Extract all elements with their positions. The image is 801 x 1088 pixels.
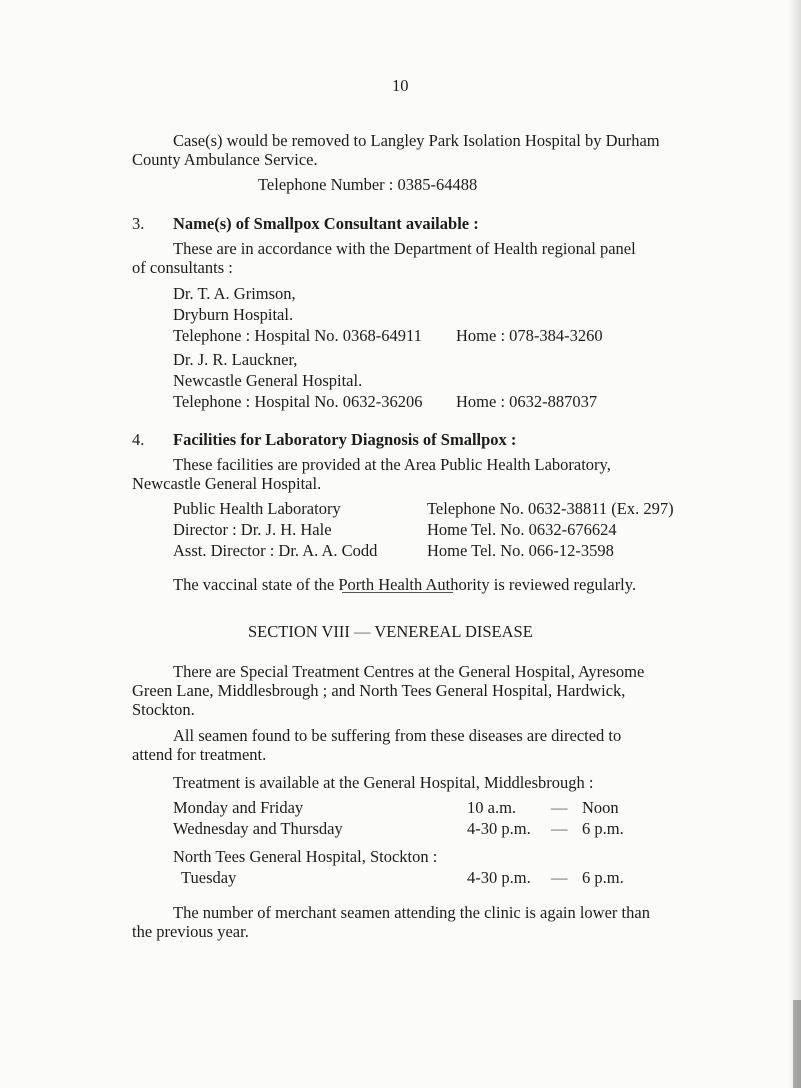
section-4-para-line-2: Newcastle General Hospital. xyxy=(132,474,322,493)
section-8-para-2-line-2: attend for treatment. xyxy=(132,745,267,764)
section-4-heading: Facilities for Laboratory Diagnosis of Smallpox : xyxy=(173,430,517,449)
schedule-dash-1: — xyxy=(551,798,568,817)
consultant-2-name: Dr. J. R. Lauckner, xyxy=(173,350,298,369)
section-3-number: 3. xyxy=(132,214,145,233)
section-3-para-line-2: of consultants : xyxy=(132,258,233,277)
closing-line-2: the previous year. xyxy=(132,922,249,941)
section-4-number: 4. xyxy=(132,430,145,449)
page-edge-mark xyxy=(793,1000,801,1088)
section-3-heading: Name(s) of Smallpox Consultant available : xyxy=(173,214,479,233)
consultant-2-hospital: Newcastle General Hospital. xyxy=(173,371,363,390)
lab-contact-left-1: Public Health Laboratory xyxy=(173,499,341,518)
section-8-dash: — xyxy=(354,622,371,641)
section-4-para-line-1: These facilities are provided at the Area Public Health Laboratory, xyxy=(173,455,611,474)
section-8-heading xyxy=(248,622,533,642)
section-8-para-1-line-1: There are Special Treatment Centres at the General Hospital, Ayresome xyxy=(173,662,645,681)
lab-contact-left-2: Director : Dr. J. H. Hale xyxy=(173,520,332,539)
tuesday-day: Tuesday xyxy=(181,868,237,887)
section-8-para-1-line-3: Stockton. xyxy=(132,700,195,719)
consultant-1-telephone: Telephone : Hospital No. 0368-64911 xyxy=(173,326,422,345)
schedule-dash-2: — xyxy=(551,819,568,838)
lab-contact-right-2: Home Tel. No. 0632-676624 xyxy=(427,520,617,539)
north-tees-heading: North Tees General Hospital, Stockton : xyxy=(173,847,438,866)
lab-contact-right-3: Home Tel. No. 066-12-3598 xyxy=(427,541,614,560)
intro-line-1: Case(s) would be removed to Langley Park Isolation Hospital by Durham xyxy=(173,131,660,150)
consultant-2-home: Home : 0632-887037 xyxy=(456,392,598,411)
schedule-to-2: 6 p.m. xyxy=(582,819,624,838)
page-number: 10 xyxy=(392,76,409,95)
vaccinal-statement: The vaccinal state of the Porth Health Authority is reviewed regularly. xyxy=(173,575,637,594)
consultant-1-hospital: Dryburn Hospital. xyxy=(173,305,294,324)
schedule-to-1: Noon xyxy=(582,798,619,817)
treatment-intro: Treatment is available at the General Hospital, Middlesbrough : xyxy=(173,773,594,792)
tuesday-from: 4-30 p.m. xyxy=(467,868,531,887)
schedule-day-2: Wednesday and Thursday xyxy=(173,819,343,838)
lab-contact-right-1: Telephone No. 0632-38811 (Ex. 297) xyxy=(427,499,674,518)
page-edge-shadow xyxy=(787,0,801,1088)
tuesday-to: 6 p.m. xyxy=(582,868,624,887)
consultant-1-home: Home : 078-384-3260 xyxy=(456,326,603,345)
ambulance-telephone: Telephone Number : 0385-64488 xyxy=(258,175,478,194)
consultant-2-telephone: Telephone : Hospital No. 0632-36206 xyxy=(173,392,423,411)
closing-line-1: The number of merchant seamen attending the clinic is again lower than xyxy=(173,903,650,922)
section-8-para-2-line-1: All seamen found to be suffering from these diseases are directed to xyxy=(173,726,622,745)
intro-line-2: County Ambulance Service. xyxy=(132,150,318,169)
section-8-title: VENEREAL DISEASE xyxy=(374,622,533,641)
consultant-1-name: Dr. T. A. Grimson, xyxy=(173,284,296,303)
schedule-from-1: 10 a.m. xyxy=(467,798,517,817)
section-8-label: SECTION VIII xyxy=(248,622,350,641)
schedule-day-1: Monday and Friday xyxy=(173,798,304,817)
section-divider xyxy=(342,592,453,593)
lab-contact-left-3: Asst. Director : Dr. A. A. Codd xyxy=(173,541,378,560)
section-8-para-1-line-2: Green Lane, Middlesbrough ; and North Tees General Hospital, Hardwick, xyxy=(132,681,626,700)
schedule-from-2: 4-30 p.m. xyxy=(467,819,531,838)
section-3-para-line-1: These are in accordance with the Department of Health regional panel xyxy=(173,239,636,258)
tuesday-dash: — xyxy=(551,868,568,887)
